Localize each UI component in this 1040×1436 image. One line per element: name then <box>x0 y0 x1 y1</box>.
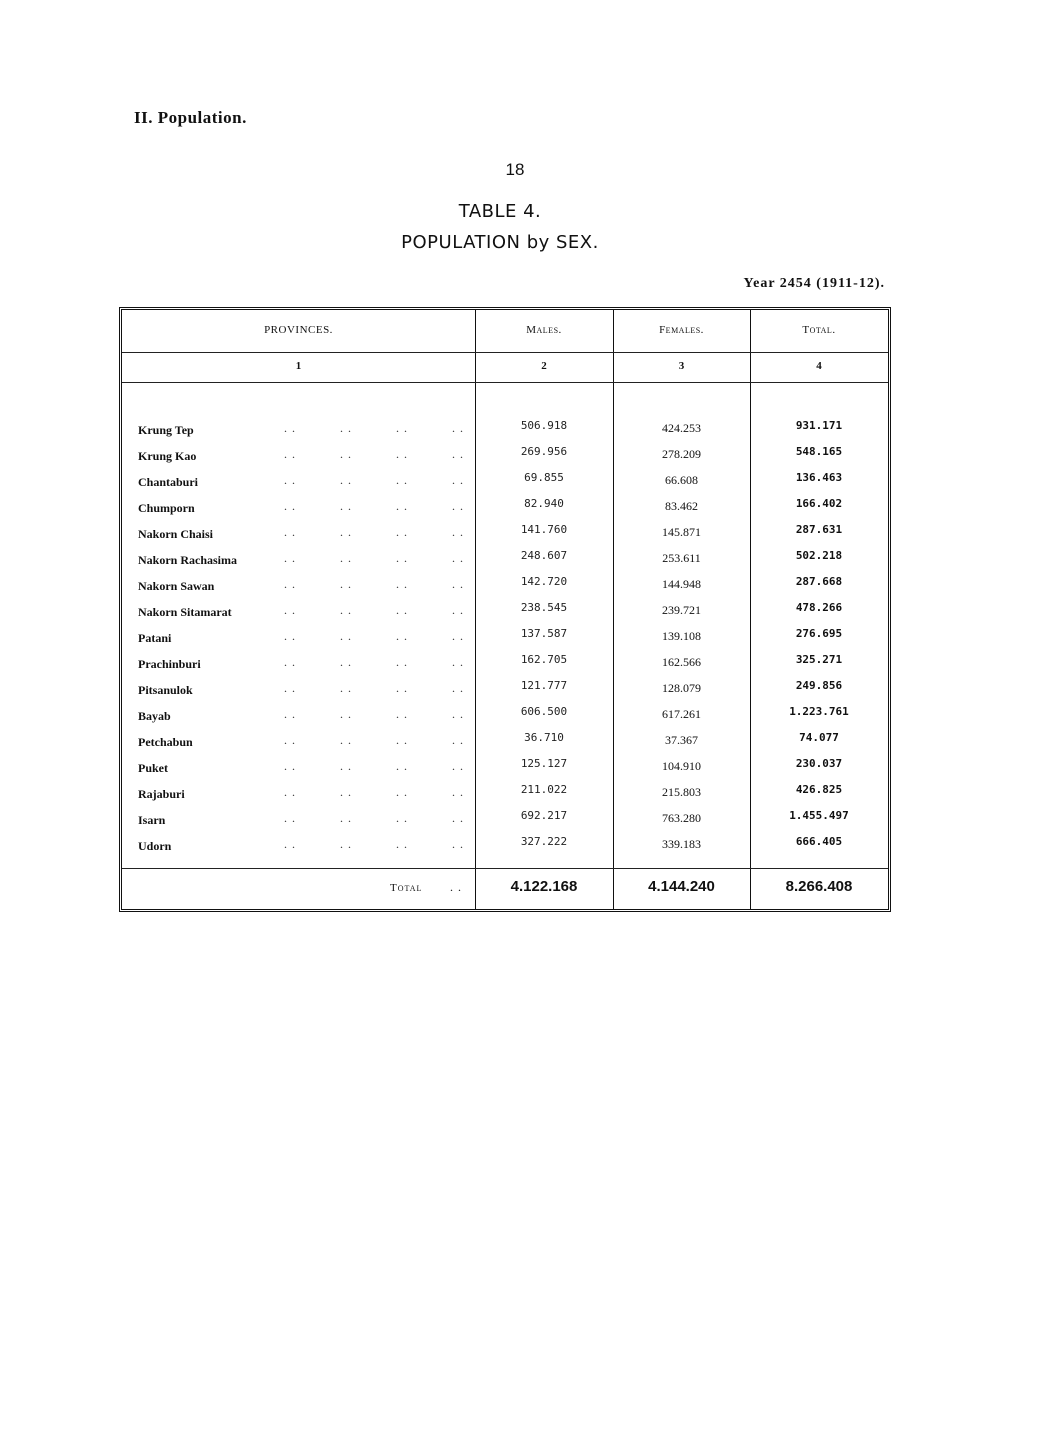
table-number: TABLE 4. <box>458 201 542 222</box>
leader-dots-group <box>284 837 464 852</box>
females-value: 253.611 <box>662 551 701 565</box>
females-value: 139.108 <box>662 629 701 643</box>
province-name: Nakorn Sawan <box>138 579 215 593</box>
males-value: 211.022 <box>520 783 568 796</box>
leader-dots: . . <box>452 655 464 669</box>
total-value: 287.631 <box>795 523 843 536</box>
females-value: 763.280 <box>662 811 701 825</box>
females-value: 339.183 <box>662 837 701 851</box>
leader-dots: . . <box>396 681 408 695</box>
males-value: 137.587 <box>520 627 568 640</box>
females-value: 145.871 <box>662 525 701 539</box>
leader-dots-group <box>284 759 464 774</box>
leader-dots: . . <box>340 525 352 539</box>
total-value: 1.223.761 <box>789 705 849 718</box>
females-value: 424.253 <box>662 421 701 435</box>
leader-dots-group <box>284 733 464 748</box>
leader-dots: . . <box>396 811 408 825</box>
leader-dots: . . <box>340 499 352 513</box>
males-value: 142.720 <box>520 575 568 588</box>
total-females: 4.144.240 <box>648 878 715 895</box>
header-rule <box>122 352 888 353</box>
table-row <box>122 523 888 549</box>
leader-dots: . . <box>340 577 352 591</box>
females-value: 144.948 <box>662 577 701 591</box>
females-value: 104.910 <box>662 759 701 773</box>
leader-dots: . . <box>396 837 408 851</box>
province-name: Nakorn Sitamarat <box>138 605 232 619</box>
province-name: Udorn <box>138 839 172 853</box>
females-value: 83.462 <box>665 499 698 513</box>
total-value: 249.856 <box>795 679 843 692</box>
table-row <box>122 679 888 705</box>
females-value: 215.803 <box>662 785 701 799</box>
leader-dots: . . <box>396 759 408 773</box>
province-name: Bayab <box>138 709 171 723</box>
header-total: Total. <box>802 324 836 336</box>
table-row <box>122 809 888 835</box>
leader-dots: . . <box>340 733 352 747</box>
total-value: 230.037 <box>795 757 843 770</box>
leader-dots-group <box>284 681 464 696</box>
females-value: 617.261 <box>662 707 701 721</box>
leader-dots-group <box>284 629 464 644</box>
leader-dots: . . <box>452 681 464 695</box>
total-leader-dots: . . <box>450 880 462 894</box>
section-heading: II. Population. <box>134 108 247 127</box>
leader-dots: . . <box>340 811 352 825</box>
table-row <box>122 653 888 679</box>
males-value: 238.545 <box>520 601 568 614</box>
leader-dots-group <box>284 577 464 592</box>
females-value: 128.079 <box>662 681 701 695</box>
leader-dots: . . <box>284 811 296 825</box>
leader-dots: . . <box>340 785 352 799</box>
leader-dots: . . <box>452 707 464 721</box>
table-row <box>122 497 888 523</box>
column-number: 2 <box>541 360 547 372</box>
leader-dots: . . <box>452 499 464 513</box>
table-row <box>122 549 888 575</box>
total-value: 548.165 <box>795 445 843 458</box>
leader-dots-group <box>284 811 464 826</box>
leader-dots: . . <box>284 759 296 773</box>
leader-dots: . . <box>340 681 352 695</box>
leader-dots: . . <box>284 733 296 747</box>
leader-dots: . . <box>340 707 352 721</box>
males-value: 162.705 <box>520 653 568 666</box>
leader-dots: . . <box>284 655 296 669</box>
total-value: 276.695 <box>795 627 843 640</box>
total-value: 136.463 <box>795 471 843 484</box>
males-value: 269.956 <box>520 445 568 458</box>
males-value: 327.222 <box>520 835 568 848</box>
province-name: Rajaburi <box>138 787 185 801</box>
total-value: 931.171 <box>795 419 843 432</box>
leader-dots-group <box>284 447 464 462</box>
leader-dots-group <box>284 655 464 670</box>
females-value: 162.566 <box>662 655 701 669</box>
leader-dots: . . <box>284 603 296 617</box>
leader-dots: . . <box>452 837 464 851</box>
leader-dots: . . <box>396 603 408 617</box>
leader-dots: . . <box>396 785 408 799</box>
leader-dots: . . <box>396 629 408 643</box>
total-value: 426.825 <box>795 783 843 796</box>
table-row <box>122 705 888 731</box>
males-value: 692.217 <box>520 809 568 822</box>
leader-dots-group <box>284 603 464 618</box>
table-body <box>122 419 888 861</box>
leader-dots-group <box>284 525 464 540</box>
table-row <box>122 419 888 445</box>
leader-dots: . . <box>284 681 296 695</box>
leader-dots: . . <box>396 525 408 539</box>
total-value: 287.668 <box>795 575 843 588</box>
leader-dots: . . <box>396 499 408 513</box>
table-row <box>122 627 888 653</box>
province-name: Pitsanulok <box>138 683 193 697</box>
leader-dots: . . <box>284 499 296 513</box>
leader-dots: . . <box>340 629 352 643</box>
province-name: Krung Tep <box>138 423 194 437</box>
leader-dots: . . <box>452 785 464 799</box>
leader-dots: . . <box>452 759 464 773</box>
leader-dots: . . <box>396 733 408 747</box>
leader-dots: . . <box>452 421 464 435</box>
total-value: 166.402 <box>795 497 843 510</box>
males-value: 141.760 <box>520 523 568 536</box>
males-value: 248.607 <box>520 549 568 562</box>
leader-dots-group <box>284 551 464 566</box>
total-value: 502.218 <box>795 549 843 562</box>
table-row <box>122 783 888 809</box>
males-value: 69.855 <box>524 471 564 484</box>
leader-dots: . . <box>452 447 464 461</box>
province-name: Puket <box>138 761 168 775</box>
table-row <box>122 471 888 497</box>
table-row <box>122 445 888 471</box>
leader-dots: . . <box>340 603 352 617</box>
leader-dots: . . <box>452 629 464 643</box>
total-value: 325.271 <box>795 653 843 666</box>
males-value: 125.127 <box>520 757 568 770</box>
table-row <box>122 575 888 601</box>
table-row <box>122 601 888 627</box>
leader-dots: . . <box>284 837 296 851</box>
leader-dots: . . <box>396 655 408 669</box>
leader-dots: . . <box>452 551 464 565</box>
leader-dots: . . <box>284 785 296 799</box>
total-overall: 8.266.408 <box>785 878 853 895</box>
leader-dots: . . <box>284 473 296 487</box>
leader-dots: . . <box>452 577 464 591</box>
province-name: Chantaburi <box>138 475 199 489</box>
leader-dots: . . <box>340 655 352 669</box>
province-name: Krung Kao <box>138 449 197 463</box>
header-females: Females. <box>659 324 704 336</box>
leader-dots: . . <box>340 447 352 461</box>
leader-dots: . . <box>396 577 408 591</box>
table-row <box>122 731 888 757</box>
leader-dots: . . <box>284 421 296 435</box>
table-title: POPULATION by SEX. <box>401 232 599 253</box>
province-name: Chumporn <box>138 501 195 515</box>
leader-dots: . . <box>340 473 352 487</box>
province-name: Patani <box>138 631 172 645</box>
males-value: 82.940 <box>524 497 564 510</box>
year-label: Year 2454 (1911-12). <box>743 276 885 291</box>
females-value: 239.721 <box>662 603 701 617</box>
females-value: 66.608 <box>665 473 698 487</box>
females-value: 278.209 <box>662 447 701 461</box>
total-label: Total <box>390 882 423 894</box>
leader-dots: . . <box>396 473 408 487</box>
leader-dots: . . <box>284 525 296 539</box>
province-name: Isarn <box>138 813 166 827</box>
column-number: 1 <box>295 360 302 372</box>
leader-dots: . . <box>396 551 408 565</box>
leader-dots: . . <box>396 421 408 435</box>
leader-dots-group <box>284 499 464 514</box>
column-number: 3 <box>678 360 685 372</box>
province-name: Nakorn Rachasima <box>138 553 238 567</box>
province-name: Prachinburi <box>138 657 201 671</box>
males-value: 506.918 <box>520 419 568 432</box>
leader-dots: . . <box>284 629 296 643</box>
leader-dots: . . <box>396 707 408 721</box>
leader-dots: . . <box>452 811 464 825</box>
females-value: 37.367 <box>665 733 698 747</box>
males-value: 36.710 <box>524 731 564 744</box>
total-rule <box>122 868 888 869</box>
leader-dots-group <box>284 421 464 436</box>
total-value: 666.405 <box>795 835 843 848</box>
total-row <box>122 878 888 904</box>
leader-dots: . . <box>284 577 296 591</box>
total-males: 4.122.168 <box>510 878 578 895</box>
leader-dots: . . <box>396 447 408 461</box>
leader-dots-group <box>284 473 464 488</box>
total-value: 1.455.497 <box>789 809 849 822</box>
leader-dots: . . <box>340 759 352 773</box>
header-provinces: PROVINCES. <box>264 324 333 336</box>
leader-dots: . . <box>284 707 296 721</box>
leader-dots-group <box>284 707 464 722</box>
leader-dots: . . <box>340 837 352 851</box>
province-name: Petchabun <box>138 735 193 749</box>
total-value: 74.077 <box>799 731 839 744</box>
leader-dots-group <box>284 785 464 800</box>
page-number: 18 <box>505 160 525 179</box>
leader-dots: . . <box>284 447 296 461</box>
leader-dots: . . <box>284 551 296 565</box>
leader-dots: . . <box>452 733 464 747</box>
leader-dots: . . <box>340 421 352 435</box>
leader-dots: . . <box>452 473 464 487</box>
header-rule <box>122 382 888 383</box>
males-value: 121.777 <box>520 679 568 692</box>
leader-dots: . . <box>452 525 464 539</box>
leader-dots: . . <box>340 551 352 565</box>
males-value: 606.500 <box>520 705 568 718</box>
total-value: 478.266 <box>795 601 843 614</box>
leader-dots: . . <box>452 603 464 617</box>
column-number: 4 <box>816 360 822 372</box>
province-name: Nakorn Chaisi <box>138 527 214 541</box>
table-row <box>122 757 888 783</box>
table-row <box>122 835 888 861</box>
header-males: Males. <box>526 324 562 336</box>
population-table <box>119 307 891 912</box>
